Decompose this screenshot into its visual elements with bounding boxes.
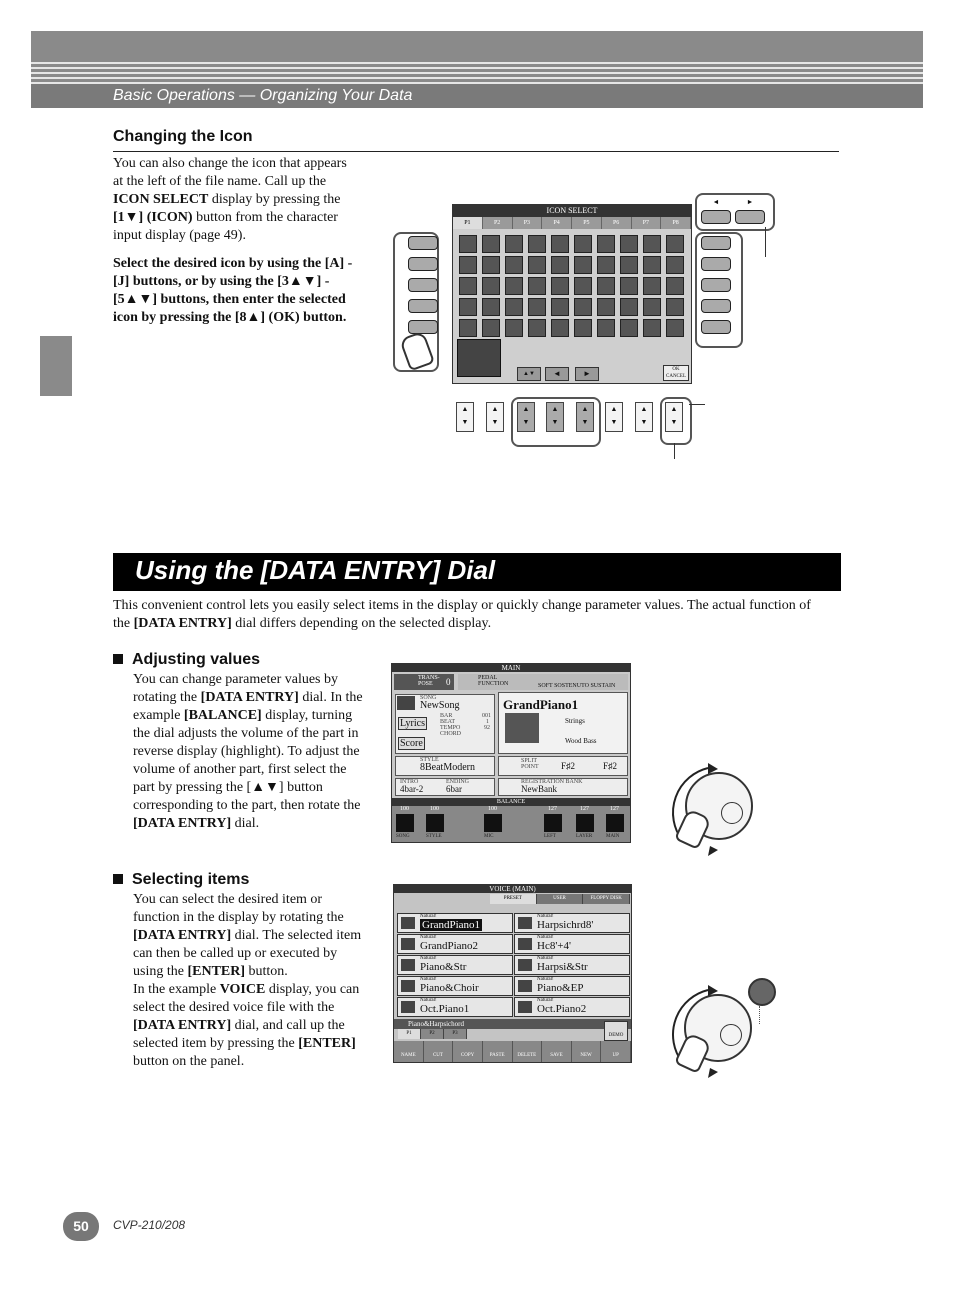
- icon-cell[interactable]: [482, 277, 500, 295]
- voice-tab[interactable]: PRESET: [490, 894, 537, 904]
- ok-cancel-button[interactable]: OK CANCEL: [663, 365, 689, 381]
- icon-cell[interactable]: [551, 319, 569, 337]
- voice-title: VOICE (MAIN): [394, 885, 631, 893]
- piano-icon: [518, 980, 532, 992]
- page-left-button[interactable]: [701, 210, 731, 224]
- function-paste[interactable]: PASTE: [483, 1041, 513, 1062]
- balance-part-label: MIC: [484, 834, 494, 839]
- updown-button-3[interactable]: ▲ ▼: [517, 402, 535, 432]
- icon-cell[interactable]: [482, 298, 500, 316]
- balance-slider[interactable]: [484, 814, 502, 832]
- icon-cell[interactable]: [620, 277, 638, 295]
- button-d[interactable]: [408, 299, 438, 313]
- icon-cell[interactable]: [666, 256, 684, 274]
- voice-page-tab[interactable]: P1: [398, 1029, 421, 1039]
- voice-name: Piano&Str: [420, 961, 467, 973]
- icon-tab-p6[interactable]: P6: [602, 217, 632, 229]
- up-down-arrow-icon[interactable]: ▲▼: [517, 367, 541, 381]
- section-rule: [113, 151, 839, 152]
- main-title: MAIN: [392, 664, 630, 672]
- icon-cell[interactable]: [597, 277, 615, 295]
- balance-part-label: MAIN: [606, 834, 620, 839]
- icon-cell[interactable]: [505, 235, 523, 253]
- folder-bar: Piano&Harpsichord: [394, 1019, 631, 1029]
- button-j[interactable]: [701, 320, 731, 334]
- voice-name: Oct.Piano1: [420, 1003, 470, 1015]
- registration-panel[interactable]: REGISTRATION BANK NewBank: [498, 778, 628, 796]
- balance-slider[interactable]: [544, 814, 562, 832]
- page-left-label: ◄: [712, 198, 720, 206]
- button-e[interactable]: [408, 320, 438, 334]
- voice-item[interactable]: Natural! Piano&Choir: [397, 976, 513, 996]
- icon-tab-p4[interactable]: P4: [542, 217, 572, 229]
- transpose-box[interactable]: TRANS-POSE 0: [394, 674, 454, 690]
- page-number: 50: [63, 1212, 99, 1241]
- icon-cell[interactable]: [459, 235, 477, 253]
- icon-cell[interactable]: [528, 298, 546, 316]
- model-name: CVP-210/208: [113, 1218, 186, 1232]
- function-copy[interactable]: COPY: [453, 1041, 483, 1062]
- icon-cell[interactable]: [620, 319, 638, 337]
- left-arrow-icon[interactable]: ◄: [545, 367, 569, 381]
- voice-item[interactable]: Natural! Oct.Piano2: [514, 997, 630, 1017]
- data-entry-intro: This convenient control lets you easily select items in the display or quickly change parameter values. The actual function of the [DATA ENTRY] dial differs depending on the selected display.: [113, 598, 811, 631]
- icon-cell[interactable]: [482, 256, 500, 274]
- icon-cell[interactable]: [574, 235, 592, 253]
- voice-item[interactable]: Natural! GrandPiano2: [397, 934, 513, 954]
- page-right-button[interactable]: [735, 210, 765, 224]
- icon-cell[interactable]: [574, 319, 592, 337]
- callout-line: [674, 443, 675, 459]
- voice-name: GrandPiano1: [422, 919, 481, 931]
- icon-select-tabs: [453, 217, 691, 229]
- icon-cell[interactable]: [528, 319, 546, 337]
- voice-display-screen: [393, 884, 632, 1063]
- voice-item[interactable]: Natural! Harpsi&Str: [514, 955, 630, 975]
- icon-cell[interactable]: [643, 235, 661, 253]
- icon-cell[interactable]: [574, 298, 592, 316]
- icon-cell[interactable]: [620, 298, 638, 316]
- button-a[interactable]: [408, 236, 438, 250]
- balance-title: BALANCE: [392, 798, 630, 806]
- voice-tab[interactable]: USER: [537, 894, 584, 904]
- pedal-function-box[interactable]: PEDAL FUNCTION SOFT SOSTENUTO SUSTAIN: [458, 674, 628, 690]
- voice-name: Harpsi&Str: [537, 961, 588, 973]
- balance-slider[interactable]: [396, 814, 414, 832]
- score-button[interactable]: Score: [400, 738, 423, 749]
- piano-icon: [401, 917, 415, 929]
- function-delete[interactable]: DELETE: [513, 1041, 543, 1062]
- piano-icon: [518, 1001, 532, 1013]
- voice-name: Oct.Piano2: [537, 1003, 587, 1015]
- voice-item[interactable]: Natural! Piano&Str: [397, 955, 513, 975]
- balance-slider[interactable]: [426, 814, 444, 832]
- icon-tab-p8[interactable]: P8: [661, 217, 691, 229]
- icon-cell[interactable]: [666, 235, 684, 253]
- chapter-title: Basic Operations — Organizing Your Data: [113, 87, 413, 104]
- voice-item[interactable]: Natural! GrandPiano1: [397, 913, 513, 933]
- changing-icon-instructions: Select the desired icon by using the [A] - [J] buttons, or by using the [3▲▼] - [5▲▼] buttons, then enter the selected icon by pressing the [8▲] (OK) button.: [113, 256, 353, 325]
- voice-item[interactable]: Natural! Harpsichrd8': [514, 913, 630, 933]
- balance-value: 100: [488, 806, 497, 812]
- split-point-panel[interactable]: SPLIT POINT F♯2 F♯2: [498, 756, 628, 776]
- voice-name: Piano&EP: [537, 982, 584, 994]
- function-name[interactable]: NAME: [394, 1041, 424, 1062]
- piano-icon: [401, 1001, 415, 1013]
- button-g[interactable]: [701, 257, 731, 271]
- song-panel[interactable]: SONG NewSong Lyrics Score BAR BEAT TEMPO CHORD 001 1 92: [395, 694, 495, 754]
- balance-value: 127: [580, 806, 589, 812]
- voice-page-tabs: [398, 1029, 467, 1039]
- adjusting-values-text: You can change parameter values by rotating the [DATA ENTRY] dial. In the example [BALANCE] display, turning the dial adjusts the volume of the part in reverse display (highlight). To adjust the volume of another part, first select the part by pressing the [▲▼] button corresponding to the part, then rotate the [DATA ENTRY] dial.: [133, 672, 363, 831]
- balance-part-label: LEFT: [544, 834, 556, 839]
- balance-part-label: SONG: [396, 834, 410, 839]
- icon-cell[interactable]: [551, 277, 569, 295]
- piano-icon: [518, 959, 532, 971]
- piano-icon: [401, 980, 415, 992]
- icon-cell[interactable]: [482, 319, 500, 337]
- icon-cell[interactable]: [643, 256, 661, 274]
- piano-image: [505, 713, 539, 743]
- updown-button-8[interactable]: ▲ ▼: [665, 402, 683, 432]
- voice-tabs: [490, 894, 630, 904]
- icon-select-screen: [452, 204, 692, 384]
- icon-cell[interactable]: [597, 319, 615, 337]
- callout-line: [765, 227, 766, 257]
- voice-name: Hc8'+4': [537, 940, 571, 952]
- icon-cell[interactable]: [643, 298, 661, 316]
- balance-value: 127: [610, 806, 619, 812]
- icon-cell[interactable]: [597, 298, 615, 316]
- icon-cell[interactable]: [574, 256, 592, 274]
- voice-name: Piano&Choir: [420, 982, 479, 994]
- icon-cell[interactable]: [643, 319, 661, 337]
- icon-cell[interactable]: [505, 256, 523, 274]
- chapter-header: [31, 31, 923, 108]
- intro-ending-panel[interactable]: INTRO ENDING 4bar-2 6bar: [395, 778, 495, 796]
- icon-tab-p1[interactable]: P1: [453, 217, 483, 229]
- voice-tab[interactable]: FLOPPY DISK: [583, 894, 630, 904]
- voice-item[interactable]: Natural! Hc8'+4': [514, 934, 630, 954]
- piano-icon: [401, 938, 415, 950]
- lyrics-button[interactable]: Lyrics: [400, 718, 425, 729]
- section-title-bar: [113, 553, 841, 591]
- voice-item[interactable]: Natural! Oct.Piano1: [397, 997, 513, 1017]
- updown-button-5[interactable]: ▲ ▼: [576, 402, 594, 432]
- enter-button[interactable]: [748, 978, 776, 1006]
- updown-button-6[interactable]: ▲ ▼: [605, 402, 623, 432]
- icon-cell[interactable]: [620, 256, 638, 274]
- voice-item[interactable]: Natural! Piano&EP: [514, 976, 630, 996]
- adjusting-values-heading: Adjusting values: [113, 651, 260, 669]
- section-heading-changing-icon: Changing the Icon: [113, 128, 253, 145]
- balance-part-label: STYLE: [426, 834, 442, 839]
- button-f[interactable]: [701, 236, 731, 250]
- dotted-leader: [759, 1006, 761, 1024]
- icon-cell[interactable]: [482, 235, 500, 253]
- button-i[interactable]: [701, 299, 731, 313]
- button-c[interactable]: [408, 278, 438, 292]
- voice-name: GrandPiano2: [420, 940, 479, 952]
- function-up[interactable]: UP: [601, 1041, 631, 1062]
- icon-cell[interactable]: [597, 235, 615, 253]
- section-title: Using the [DATA ENTRY] Dial: [135, 555, 496, 585]
- icon-cell[interactable]: [666, 298, 684, 316]
- icon-cell[interactable]: [620, 235, 638, 253]
- updown-button-1[interactable]: ▲ ▼: [456, 402, 474, 432]
- icon-cell[interactable]: [528, 256, 546, 274]
- icon-cell[interactable]: [643, 277, 661, 295]
- selected-icon-preview: [457, 339, 501, 377]
- icon-grid: [453, 229, 691, 334]
- balance-value: 100: [430, 806, 439, 812]
- voice-function-bar: [394, 1041, 631, 1062]
- icon-cell[interactable]: [597, 256, 615, 274]
- function-cut[interactable]: CUT: [424, 1041, 454, 1062]
- button-h[interactable]: [701, 278, 731, 292]
- icon-select-title: ICON SELECT: [453, 205, 691, 217]
- page-right-label: ►: [746, 198, 754, 206]
- balance-value: 127: [548, 806, 557, 812]
- icon-cell[interactable]: [459, 277, 477, 295]
- icon-tab-p7[interactable]: P7: [632, 217, 662, 229]
- icon-cell[interactable]: [666, 277, 684, 295]
- icon-cell[interactable]: [459, 298, 477, 316]
- selecting-items-text: You can select the desired item or function in the display by rotating the [DATA ENTRY] dial. The selected item can then be called up or executed by using the [ENTER] button. In the example VOICE display, you can select the desired voice file with the [DATA ENTRY] dial, and call up the selected item by pressing the [ENTER] button on the panel.: [133, 892, 362, 1069]
- icon-cell[interactable]: [666, 319, 684, 337]
- song-note-icon: [397, 696, 415, 710]
- icon-cell[interactable]: [505, 298, 523, 316]
- updown-button-7[interactable]: ▲ ▼: [635, 402, 653, 432]
- icon-cell[interactable]: [459, 319, 477, 337]
- right-arrow-icon[interactable]: ►: [575, 367, 599, 381]
- updown-button-4[interactable]: ▲ ▼: [546, 402, 564, 432]
- piano-icon: [401, 959, 415, 971]
- icon-tab-p5[interactable]: P5: [572, 217, 602, 229]
- function-save[interactable]: SAVE: [542, 1041, 572, 1062]
- voice-name: Harpsichrd8': [537, 919, 594, 931]
- voice-page-tab[interactable]: P2: [421, 1029, 444, 1039]
- voice-page-tab[interactable]: P3: [444, 1029, 467, 1039]
- icon-cell[interactable]: [574, 277, 592, 295]
- function-new[interactable]: NEW: [572, 1041, 602, 1062]
- icon-cell[interactable]: [551, 298, 569, 316]
- balance-part-label: LAYER: [576, 834, 593, 839]
- balance-slider[interactable]: [576, 814, 594, 832]
- style-panel[interactable]: STYLE 8BeatModern: [395, 756, 495, 776]
- icon-tab-p2[interactable]: P2: [483, 217, 513, 229]
- callout-line: [689, 404, 705, 405]
- icon-cell[interactable]: [528, 277, 546, 295]
- balance-row: [392, 806, 630, 842]
- icon-cell[interactable]: [505, 277, 523, 295]
- voice-grid: [394, 911, 631, 1019]
- icon-tab-p3[interactable]: P3: [513, 217, 543, 229]
- changing-icon-paragraph: You can also change the icon that appears at the left of the file name. Call up the ICON SELECT display by pressing the [1▼] (ICON) button from the character input display (page 49).: [113, 156, 347, 243]
- balance-slider[interactable]: [606, 814, 624, 832]
- main-display-screen: [391, 663, 631, 843]
- voice-panel[interactable]: GrandPiano1 Strings Wood Bass: [498, 692, 628, 754]
- demo-button[interactable]: DEMO: [604, 1021, 628, 1041]
- selecting-items-heading: Selecting items: [113, 871, 249, 889]
- side-tab: [40, 336, 72, 396]
- icon-cell[interactable]: [505, 319, 523, 337]
- icon-cell[interactable]: [551, 235, 569, 253]
- updown-button-2[interactable]: ▲ ▼: [486, 402, 504, 432]
- piano-icon: [518, 938, 532, 950]
- button-b[interactable]: [408, 257, 438, 271]
- icon-cell[interactable]: [528, 235, 546, 253]
- balance-value: 100: [400, 806, 409, 812]
- icon-cell[interactable]: [551, 256, 569, 274]
- icon-cell[interactable]: [459, 256, 477, 274]
- piano-icon: [518, 917, 532, 929]
